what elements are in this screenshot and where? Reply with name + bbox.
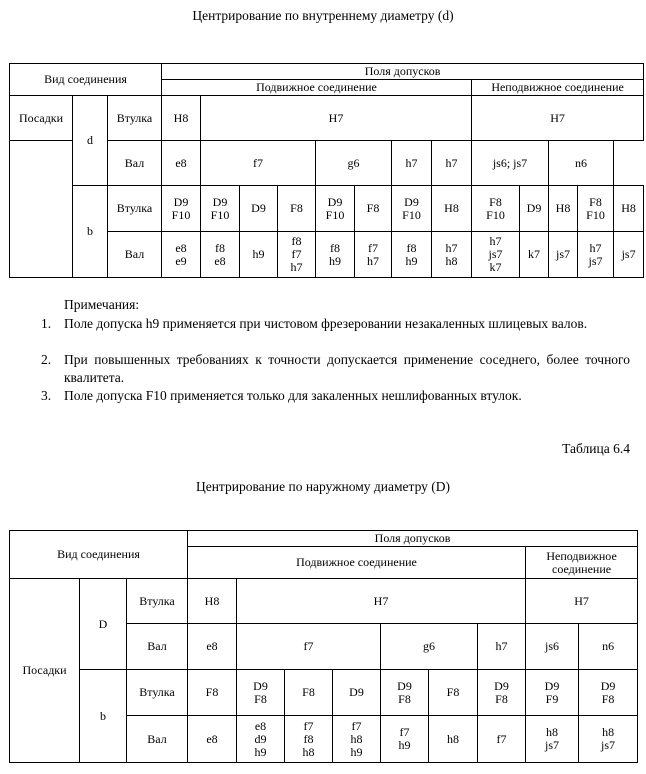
- t2-cell: H7: [526, 579, 638, 624]
- t2-D-vtulka-label: Втулка: [127, 579, 188, 624]
- t1-cell: H7: [201, 96, 472, 141]
- t2-cell: H7: [237, 579, 526, 624]
- t2-cell: D9 F8: [478, 670, 526, 716]
- table1-inner-diameter: [9, 63, 644, 278]
- t1-cell: e8 e9: [162, 232, 201, 278]
- t1-cell: F8 F10: [472, 186, 520, 232]
- note-item: [41, 387, 630, 405]
- t2-cell: n6: [579, 624, 638, 670]
- t2-cell: D9 F9: [526, 670, 579, 716]
- t1-cell: D9 F10: [201, 186, 240, 232]
- t2-D-label: D: [80, 579, 127, 670]
- t1-cell: js7: [614, 232, 644, 278]
- t2-cell: D9: [333, 670, 381, 716]
- t2-cell: f7 h8 h9: [333, 716, 381, 763]
- t1-cell: e8: [162, 141, 201, 186]
- note-item: [41, 315, 630, 351]
- t2-cell: D9 F8: [237, 670, 285, 716]
- note-text: Поле допуска F10 применяется только для закаленных нешлифованных втулок.: [64, 388, 522, 403]
- t1-cell: h9: [240, 232, 278, 278]
- t2-cell: D9 F8: [579, 670, 638, 716]
- t2-cell: e8 d9 h9: [237, 716, 285, 763]
- t1-cell: H8: [162, 96, 201, 141]
- t1-cell: f8 h9: [392, 232, 432, 278]
- t1-vid-soedineniya: Вид соединения: [10, 64, 162, 96]
- t2-cell: f7 h9: [381, 716, 429, 763]
- t2-nepodvizhnoe: Неподвижное соединение: [526, 547, 638, 579]
- note-text: При повышенных требованиях к точности допускается применение соседнего, более точного квалитета.: [64, 352, 630, 385]
- t1-d-label: d: [73, 96, 108, 186]
- t1-cell: n6: [549, 141, 614, 186]
- note-number: 3.: [41, 388, 52, 403]
- note-text: Поле допуска h9 применяется при чистовом фрезеровании незакаленных шлицевых валов.: [64, 316, 588, 331]
- t2-cell: h8 js7: [579, 716, 638, 763]
- t1-posadki-blank: [10, 141, 73, 278]
- t1-d-vtulka-label: Втулка: [108, 96, 162, 141]
- t2-b-vtulka-label: Втулка: [127, 670, 188, 716]
- table1-title: Центрирование по внутреннему диаметру (d): [192, 8, 454, 23]
- t2-cell: f7: [237, 624, 381, 670]
- t1-cell: H7: [472, 96, 644, 141]
- t2-cell: D9 F8: [381, 670, 429, 716]
- t1-cell: k7: [520, 232, 549, 278]
- t1-cell: F8: [355, 186, 392, 232]
- t1-nepodvizhnoe: Неподвижное соединение: [472, 80, 644, 96]
- t2-vid-soedineniya: Вид соединения: [10, 531, 188, 579]
- t1-cell: D9 F10: [392, 186, 432, 232]
- t2-polya-dopuskov: Поля допусков: [188, 531, 638, 547]
- note-item: [41, 351, 630, 387]
- t1-cell: h7: [432, 141, 472, 186]
- t2-cell: f7 f8 h8: [285, 716, 333, 763]
- t1-cell: g6: [316, 141, 392, 186]
- t2-cell: F8: [188, 670, 237, 716]
- t2-cell: js6: [526, 624, 579, 670]
- t1-cell: D9: [240, 186, 278, 232]
- t2-cell: h8 js7: [526, 716, 579, 763]
- t2-podvizhnoe: Подвижное соединение: [188, 547, 526, 579]
- t1-cell: H8: [614, 186, 644, 232]
- t2-cell: h7: [478, 624, 526, 670]
- t2-posadki: Посадки: [10, 579, 80, 763]
- t2-b-val-label: Вал: [127, 716, 188, 763]
- t1-cell: h7 js7 k7: [472, 232, 520, 278]
- t1-cell: h7: [392, 141, 432, 186]
- t1-cell: D9: [520, 186, 549, 232]
- t2-cell: H8: [188, 579, 237, 624]
- t2-cell: g6: [381, 624, 478, 670]
- t1-polya-dopuskov: Поля допусков: [162, 64, 644, 80]
- t1-cell: f8 e8: [201, 232, 240, 278]
- t1-cell: h7 js7: [578, 232, 614, 278]
- t1-cell: js7: [549, 232, 578, 278]
- t2-cell: F8: [429, 670, 478, 716]
- t1-cell: H8: [549, 186, 578, 232]
- t1-cell: F8: [278, 186, 316, 232]
- t1-cell: D9 F10: [316, 186, 355, 232]
- t1-cell: D9 F10: [162, 186, 201, 232]
- t1-b-vtulka-label: Втулка: [108, 186, 162, 232]
- t2-cell: F8: [285, 670, 333, 716]
- note-number: 1.: [41, 316, 52, 331]
- t1-cell: H8: [432, 186, 472, 232]
- t1-cell: f8 h9: [316, 232, 355, 278]
- table2-outer-diameter: [9, 530, 638, 763]
- t2-cell: h8: [429, 716, 478, 763]
- t2-cell: e8: [188, 716, 237, 763]
- t1-cell: f8 f7 h7: [278, 232, 316, 278]
- t1-cell: f7 h7: [355, 232, 392, 278]
- notes-heading: Примечания:: [64, 297, 140, 312]
- t2-D-val-label: Вал: [127, 624, 188, 670]
- t1-cell: f7: [201, 141, 316, 186]
- t1-b-label: b: [73, 186, 108, 278]
- table2-title: Центрирование по наружному диаметру (D): [195, 479, 451, 494]
- t2-cell: e8: [188, 624, 237, 670]
- t1-posadki: Посадки: [10, 96, 73, 141]
- t1-cell: F8 F10: [578, 186, 614, 232]
- table-label: Таблица 6.4: [562, 441, 630, 456]
- t1-b-val-label: Вал: [108, 232, 162, 278]
- t1-cell: h7 h8: [432, 232, 472, 278]
- t1-cell: js6; js7: [472, 141, 549, 186]
- note-number: 2.: [41, 352, 52, 367]
- t1-d-val-label: Вал: [108, 141, 162, 186]
- t2-cell: f7: [478, 716, 526, 763]
- t2-b-label: b: [80, 670, 127, 763]
- t1-podvizhnoe: Подвижное соединение: [162, 80, 472, 96]
